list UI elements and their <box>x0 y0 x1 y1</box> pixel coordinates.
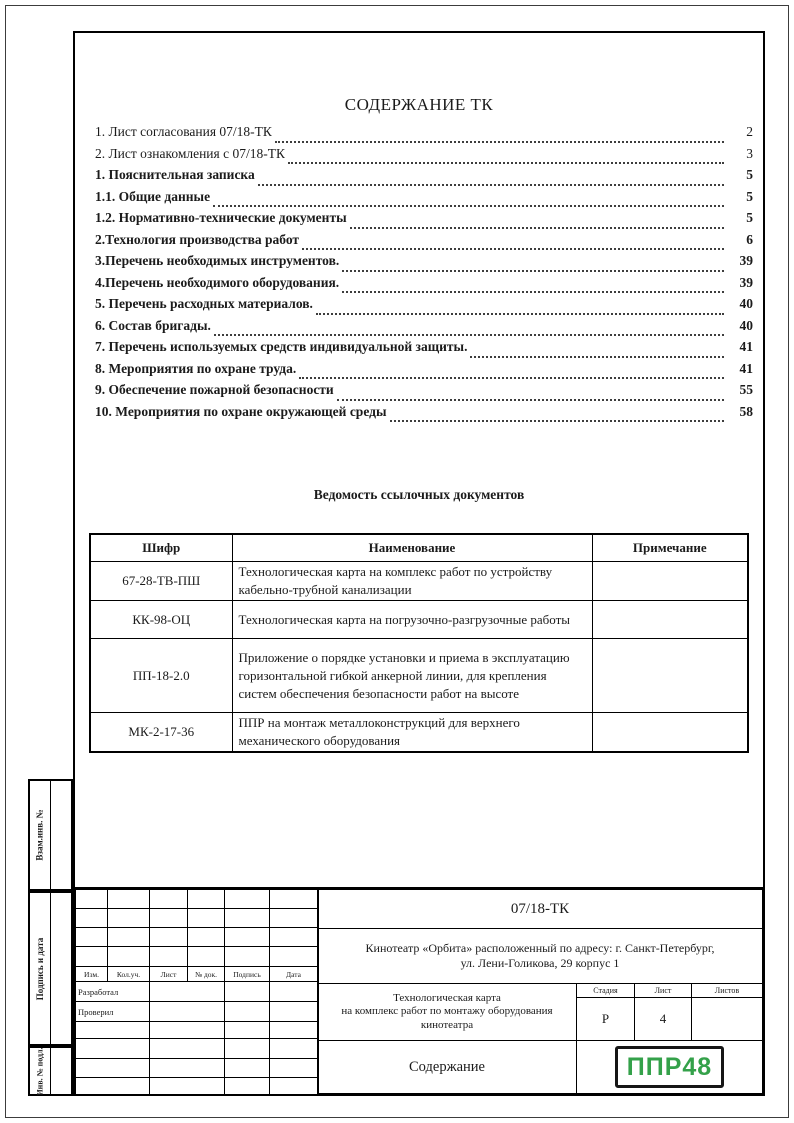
ppr48-logo: ППР48 <box>615 1046 724 1088</box>
signature-row <box>76 1002 318 1022</box>
dot-leader <box>213 189 724 208</box>
toc-entry-label: 1.2. Нормативно-технические документы <box>95 210 347 225</box>
toc-entry-page: 5 <box>746 210 753 225</box>
toc-entry-label: 9. Обеспечение пожарной безопасности <box>95 382 334 397</box>
table-row <box>90 562 748 601</box>
toc-entry-label: 1.1. Общие данные <box>95 188 211 204</box>
stage-label: Стадия <box>576 983 635 998</box>
toc-entry <box>95 250 753 272</box>
object-address-cell <box>317 928 763 984</box>
toc-entry-label: 8. Мероприятия по охране труда. <box>95 360 297 376</box>
object-address-line2: ул. Лени-Голикова, 29 корпус 1 <box>460 956 620 970</box>
stage-value: Р <box>576 997 635 1041</box>
toc-entry <box>95 164 753 186</box>
signature-row <box>76 1078 318 1095</box>
zamen-inv-label: Взам.инв. № <box>35 809 45 861</box>
col-data: Дата <box>270 967 318 982</box>
signature-row <box>76 1022 318 1039</box>
column-header-code: Шифр <box>90 534 232 562</box>
vertical-label-cell <box>30 1048 51 1094</box>
table-of-contents <box>95 121 753 422</box>
sheet-label: Лист <box>634 983 692 998</box>
column-header-name: Наименование <box>232 534 592 562</box>
document-title-line3: кинотеатра <box>420 1018 474 1031</box>
toc-entry <box>95 272 753 294</box>
sheets-label: Листов <box>691 983 763 998</box>
toc-entry-page: 3 <box>746 145 753 161</box>
revision-row <box>76 947 318 967</box>
date-cell <box>270 1002 318 1022</box>
col-ndok: № док. <box>188 967 225 982</box>
doc-note <box>592 713 748 753</box>
company-logo-cell <box>576 1040 763 1094</box>
toc-entry-label: 2. Лист ознакомления с 07/18-ТК <box>95 145 285 161</box>
signature-cell <box>225 1002 270 1022</box>
document-code: 07/18-ТК <box>510 900 570 917</box>
document-title-line2: на комплекс работ по монтажу оборудования <box>341 1005 553 1018</box>
sheets-total <box>691 997 763 1041</box>
dot-leader <box>316 296 724 315</box>
sidebar-block-podpis-data <box>28 891 73 1046</box>
dot-leader <box>302 232 724 251</box>
table-row <box>90 639 748 713</box>
doc-code: 67-28-ТВ-ПШ <box>90 562 232 601</box>
toc-entry-page: 41 <box>739 360 753 376</box>
doc-code: ПП-18-2.0 <box>90 639 232 713</box>
toc-entry-label: 4.Перечень необходимого оборудования. <box>95 274 340 290</box>
doc-code: КК-98-ОЦ <box>90 601 232 639</box>
dot-leader <box>214 318 724 337</box>
toc-entry <box>95 143 753 165</box>
dot-leader <box>299 361 724 380</box>
reference-documents-table <box>89 533 749 753</box>
document-code-cell <box>317 889 763 929</box>
toc-entry-page: 5 <box>746 188 753 204</box>
revision-header-row <box>76 967 318 982</box>
col-list: Лист <box>150 967 188 982</box>
signature-row <box>76 1059 318 1078</box>
toc-entry-label: 6. Состав бригады. <box>95 317 211 333</box>
col-izm: Изм. <box>76 967 108 982</box>
toc-entry-label: 1. Пояснительная записка <box>95 167 255 182</box>
toc-entry-page: 5 <box>746 167 753 182</box>
dot-leader <box>337 382 724 401</box>
toc-entry-label: 2.Технология производства работ <box>95 231 300 247</box>
table-row <box>90 713 748 753</box>
dot-leader <box>470 339 724 358</box>
toc-entry <box>95 121 753 143</box>
toc-entry-label: 10. Мероприятия по охране окружающей среды <box>95 403 387 419</box>
podpis-data-label: Подпись и дата <box>35 937 45 1000</box>
dot-leader <box>350 210 724 229</box>
sheet-number: 4 <box>634 997 692 1041</box>
col-koluch: Кол.уч. <box>108 967 150 982</box>
doc-note <box>592 639 748 713</box>
doc-note <box>592 601 748 639</box>
doc-code: МК-2-17-36 <box>90 713 232 753</box>
toc-entry-page: 39 <box>739 274 753 290</box>
col-podpis: Подпись <box>225 967 270 982</box>
document-title-cell <box>317 983 577 1041</box>
signature-cell <box>150 1002 225 1022</box>
toc-entry <box>95 186 753 208</box>
toc-entry <box>95 229 753 251</box>
toc-entry <box>95 336 753 358</box>
dot-leader <box>275 124 724 143</box>
doc-name: Технологическая карта на погрузочно-разгрузочные работы <box>232 601 592 639</box>
sidebar-block-inv-podl <box>28 1046 73 1096</box>
toc-entry <box>95 401 753 423</box>
column-header-note: Примечание <box>592 534 748 562</box>
page-title: СОДЕРЖАНИЕ ТК <box>344 95 494 114</box>
inv-podl-label: Инв. № подл. <box>35 1046 45 1096</box>
signature-cell <box>225 982 270 1002</box>
revision-row <box>76 890 318 909</box>
toc-entry <box>95 379 753 401</box>
signature-row <box>76 1039 318 1059</box>
toc-entry-label: 1. Лист согласования 07/18-ТК <box>95 124 272 139</box>
reference-documents-heading: Ведомость ссылочных документов <box>313 487 525 502</box>
doc-name: Технологическая карта на комплекс работ по устройству кабельно-трубной канализации <box>232 562 592 601</box>
dot-leader <box>342 275 724 294</box>
developed-by-label: Разработал <box>76 982 150 1002</box>
toc-entry-label: 7. Перечень используемых средств индивидуальной защиты. <box>95 339 468 354</box>
table-row <box>90 601 748 639</box>
object-address-line1: Кинотеатр «Орбита» расположенный по адресу: г. Санкт-Петербург, <box>365 941 715 955</box>
dot-leader <box>258 167 724 186</box>
toc-entry-page: 40 <box>739 296 753 311</box>
doc-name: ППР на монтаж металлоконструкций для верхнего механического оборудования <box>232 713 592 753</box>
signature-cell <box>150 982 225 1002</box>
revision-row <box>76 928 318 947</box>
toc-entry <box>95 358 753 380</box>
toc-entry-page: 6 <box>746 231 753 247</box>
toc-entry-page: 39 <box>739 253 753 268</box>
toc-entry <box>95 207 753 229</box>
section-name-cell: Содержание <box>317 1040 577 1094</box>
signature-row <box>76 982 318 1002</box>
document-title-line1: Технологическая карта <box>393 991 501 1004</box>
toc-entry-page: 55 <box>739 382 753 397</box>
vertical-label-cell <box>30 781 51 889</box>
sidebar-block-zamen-inv <box>28 779 73 891</box>
revision-row <box>76 909 318 928</box>
revision-grid <box>75 889 318 1095</box>
vertical-label-cell <box>30 893 51 1044</box>
checked-by-label: Проверил <box>76 1002 150 1022</box>
toc-entry-page: 40 <box>739 317 753 333</box>
toc-entry-page: 41 <box>739 339 753 354</box>
dot-leader <box>288 146 724 165</box>
toc-entry <box>95 315 753 337</box>
toc-entry-page: 2 <box>746 124 753 139</box>
toc-entry-label: 3.Перечень необходимых инструментов. <box>95 253 340 268</box>
drawing-frame <box>73 31 765 1096</box>
toc-entry-page: 58 <box>739 403 753 419</box>
table-header-row <box>90 534 748 562</box>
toc-entry-label: 5. Перечень расходных материалов. <box>95 296 313 311</box>
doc-name: Приложение о порядке установки и приема в эксплуатацию горизонтальной гибкой анкерной линии, для крепления систем обеспечения безопасности работ на высоте <box>232 639 592 713</box>
date-cell <box>270 982 318 1002</box>
dot-leader <box>390 404 724 423</box>
toc-entry <box>95 293 753 315</box>
title-block <box>73 887 765 1096</box>
dot-leader <box>342 253 724 272</box>
doc-note <box>592 562 748 601</box>
